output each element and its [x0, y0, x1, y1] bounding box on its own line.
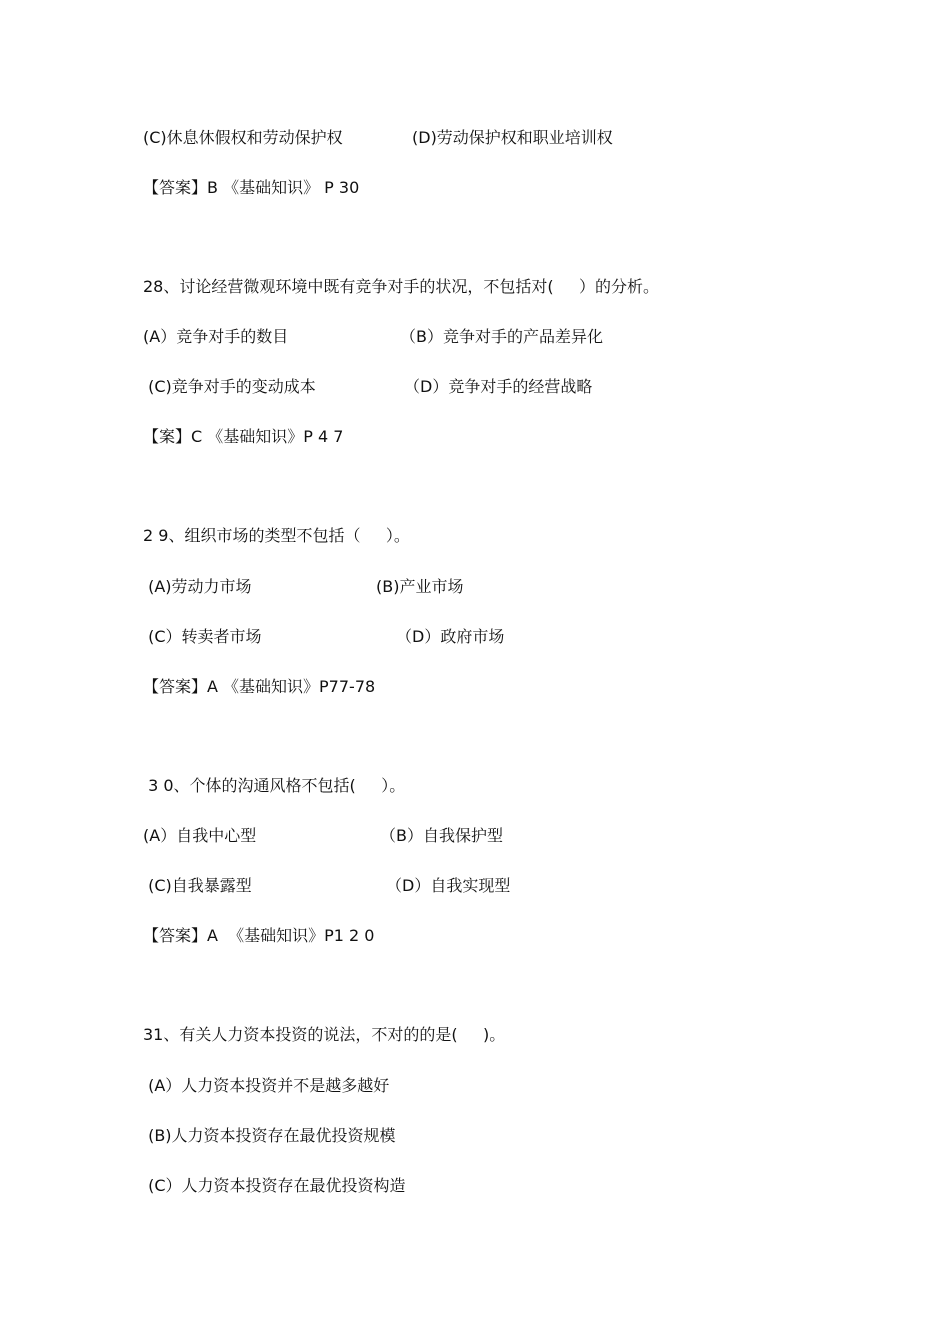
q29-option-b: (B)产业市场 [376, 577, 464, 596]
q29-option-c: (C）转卖者市场 [143, 627, 262, 646]
q31-question: 31、有关人力资本投资的说法，不对的的是( )。 [143, 1025, 506, 1044]
q29-answer: 【答案】A 《基础知识》P77-78 [143, 677, 376, 696]
q30-answer: 【答案】A 《基础知识》P1 2 0 [143, 926, 375, 945]
q28-option-d: （D）竞争对手的经营战略 [404, 377, 593, 396]
q30-option-a: (A）自我中心型 [143, 826, 257, 845]
q31-option-a: (A）人力资本投资并不是越多越好 [143, 1076, 390, 1095]
q30-option-d: （D）自我实现型 [386, 876, 511, 895]
q30-option-b: （B）自我保护型 [380, 826, 503, 845]
q30-question: 3 0、个体的沟通风格不包括( ）。 [143, 776, 406, 795]
q28-option-b: （B）竞争对手的产品差异化 [400, 327, 603, 346]
q28-option-c: (C)竞争对手的变动成本 [143, 377, 316, 396]
q28-option-a: (A）竞争对手的数目 [143, 327, 289, 346]
q29-option-a: (A)劳动力市场 [143, 577, 252, 596]
q30-option-c: (C)自我暴露型 [143, 876, 252, 895]
q31-option-c: (C）人力资本投资存在最优投资构造 [143, 1176, 406, 1195]
q27-answer: 【答案】B 《基础知识》 P 30 [143, 178, 360, 197]
q29-option-d: （D）政府市场 [396, 627, 505, 646]
q31-option-b: (B)人力资本投资存在最优投资规模 [143, 1126, 396, 1145]
q29-question: 2 9、组织市场的类型不包括（ ）。 [143, 526, 410, 545]
q27-option-c: (C)休息休假权和劳动保护权 [143, 128, 343, 147]
q28-answer: 【案】C 《基础知识》P 4 7 [143, 427, 344, 446]
q27-option-d: (D)劳动保护权和职业培训权 [412, 128, 613, 147]
q28-question: 28、讨论经营微观环境中既有竞争对手的状况，不包括对( ）的分析。 [143, 277, 660, 296]
